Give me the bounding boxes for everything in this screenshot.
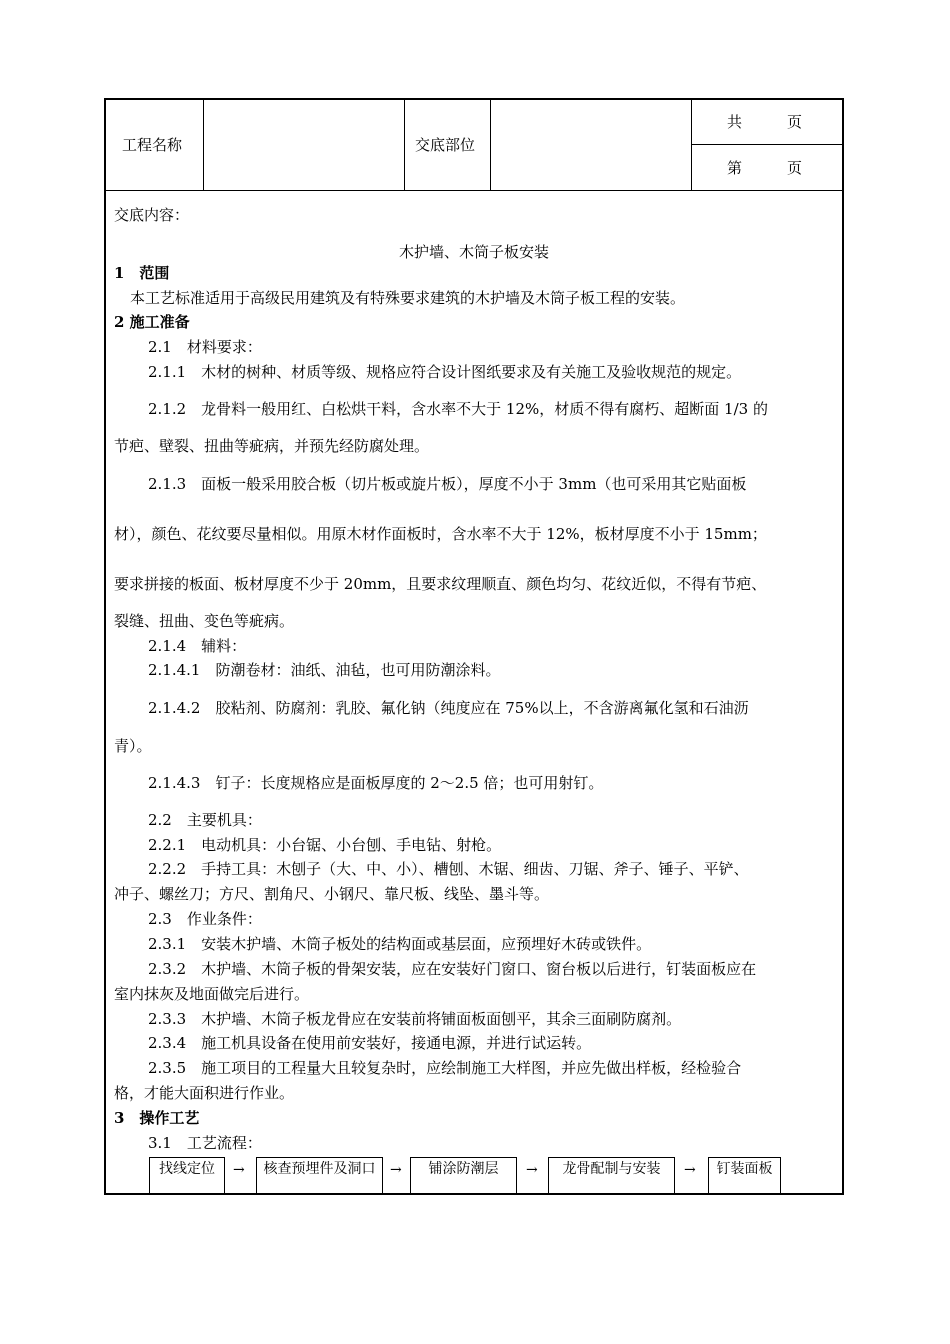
paragraph-line: 节疤、壁裂、扭曲等疵病，并预先经防腐处理。 bbox=[114, 437, 430, 455]
flow-step-check-embedded: 核查预埋件及洞口 bbox=[256, 1157, 383, 1195]
flow-step-moisture-barrier: 铺涂防潮层 bbox=[410, 1157, 517, 1195]
flow-arrow: → bbox=[390, 1162, 402, 1178]
paragraph-line: 2.3.1 安装木护墙、木筒子板处的结构面或基层面，应预埋好木砖或铁件。 bbox=[148, 935, 652, 953]
paragraph-line: 2.3.5 施工项目的工程量大且较复杂时，应绘制施工大样图，并应先做出样板，经检验合 bbox=[148, 1059, 742, 1077]
paragraph-line: 2.3.4 施工机具设备在使用前安装好，接通电源，并进行试运转。 bbox=[148, 1034, 592, 1052]
paragraph-line: 2.1 材料要求： bbox=[148, 338, 262, 356]
paragraph-line: 2.1.1 木材的树种、材质等级、规格应符合设计图纸要求及有关施工及验收规范的规定。 bbox=[148, 363, 742, 381]
flow-step-nail-panels: 钉装面板 bbox=[708, 1157, 781, 1195]
paragraph-line: 室内抹灰及地面做完后进行。 bbox=[114, 985, 310, 1003]
paragraph-line: 2.1.4.1 防潮卷材：油纸、油毡，也可用防潮涂料。 bbox=[148, 661, 501, 679]
paragraph-line: 2.1.2 龙骨料一般用红、白松烘干料，含水率不大于 12%，材质不得有腐朽、超断面 1/3 的 bbox=[148, 400, 768, 418]
paragraph-line: 2.1.3 面板一般采用胶合板（切片板或旋片板），厚度不小于 3mm（也可采用其它贴面板 bbox=[148, 475, 747, 493]
section-1-heading: 1 范围 bbox=[114, 264, 170, 282]
page-number-label: 第 页 bbox=[727, 159, 803, 177]
paragraph-line: 要求拼接的板面、板材厚度不少于 20mm，且要求纹理顺直、颜色均匀、花纹近似，不得有节疤、 bbox=[114, 575, 767, 593]
paragraph-line: 格，才能大面积进行作业。 bbox=[114, 1084, 295, 1102]
intro-label: 交底内容： bbox=[114, 206, 190, 224]
flow-arrow: → bbox=[526, 1162, 538, 1178]
paragraph-line: 本工艺标准适用于高级民用建筑及有特殊要求建筑的木护墙及木筒子板工程的安装。 bbox=[130, 289, 686, 307]
header-divider-2 bbox=[404, 98, 405, 191]
paragraph-line: 2.3 作业条件： bbox=[148, 910, 262, 928]
paragraph-line: 裂缝、扭曲、变色等疵病。 bbox=[114, 612, 295, 630]
total-pages-label: 共 页 bbox=[727, 113, 803, 131]
paragraph-line: 青）。 bbox=[114, 737, 152, 755]
paragraph-line: 2.2 主要机具： bbox=[148, 811, 262, 829]
header-divider-3 bbox=[490, 98, 491, 191]
disclosure-part-label: 交底部位 bbox=[415, 136, 476, 154]
paragraph-line: 2.1.4 辅料： bbox=[148, 637, 247, 655]
project-name-label: 工程名称 bbox=[122, 136, 183, 154]
flow-step-locate-lines: 找线定位 bbox=[149, 1157, 225, 1195]
header-divider-1 bbox=[203, 98, 204, 191]
paragraph-line: 冲子、螺丝刀；方尺、割角尺、小钢尺、靠尺板、线坠、墨斗等。 bbox=[114, 885, 550, 903]
flow-arrow: → bbox=[684, 1162, 696, 1178]
paragraph-line: 材），颜色、花纹要尽量相似。用原木材作面板时，含水率不大于 12%，板材厚度不小于 15mm； bbox=[114, 525, 767, 543]
section-2-heading: 2 施工准备 bbox=[114, 313, 190, 331]
flow-arrow: → bbox=[233, 1162, 245, 1178]
paragraph-line: 3.1 工艺流程： bbox=[148, 1134, 262, 1152]
header-bottom-rule bbox=[104, 190, 844, 191]
section-3-heading: 3 操作工艺 bbox=[114, 1109, 200, 1127]
document-title: 木护墙、木筒子板安装 bbox=[398, 243, 549, 261]
flow-step-keel-install: 龙骨配制与安装 bbox=[548, 1157, 675, 1195]
paragraph-line: 2.3.3 木护墙、木筒子板龙骨应在安装前将铺面板面刨平，其余三面刷防腐剂。 bbox=[148, 1010, 682, 1028]
header-page-rule bbox=[691, 144, 844, 145]
paragraph-line: 2.2.2 手持工具：木刨子（大、中、小）、槽刨、木锯、细齿、刀锯、斧子、锤子、平铲、 bbox=[148, 860, 749, 878]
paragraph-line: 2.2.1 电动机具：小台锯、小台刨、手电钻、射枪。 bbox=[148, 836, 502, 854]
paragraph-line: 2.1.4.2 胶粘剂、防腐剂：乳胶、氟化钠（纯度应在 75%以上，不含游离氟化氢和石油沥 bbox=[148, 699, 749, 717]
paragraph-line: 2.3.2 木护墙、木筒子板的骨架安装，应在安装好门窗口、窗台板以后进行，钉装面板应在 bbox=[148, 960, 757, 978]
paragraph-line: 2.1.4.3 钉子：长度规格应是面板厚度的 2～2.5 倍；也可用射钉。 bbox=[148, 774, 604, 792]
